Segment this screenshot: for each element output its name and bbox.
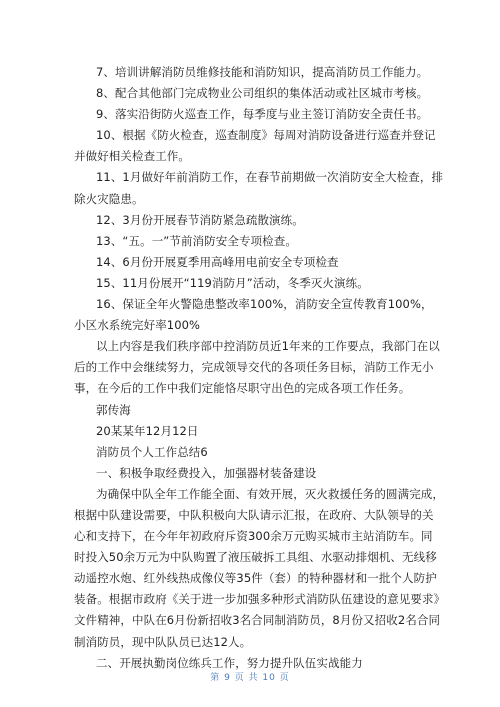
document-date: 20某某年12月12日 [96,423,199,438]
paragraph-item-15: 15、11月份展开“119消防月”活动，冬季灭火演练。 [96,275,369,290]
paragraph-item-11: 11、1月做好年前消防工作，在春节前期做一次消防安全大检查，排除火灾隐患。 [74,170,444,206]
paragraph-item-7: 7、培训讲解消防员维修技能和消防知识，提高消防员工作能力。 [96,65,429,79]
paragraph-item-13: 13、“五。一”节前消防安全专项检查。 [96,233,297,248]
summary-paragraph: 以上内容是我们秩序部中控消防员近1年来的工作要点，我部门在以后的工作中会继续努力，完成领导交代的各项任务目标，消防工作无小事，在今后的工作中我们定能恪尽职守出色的完成各项工作任务。 [74,339,440,396]
page-number-footer: 第 9 页 共 10 页 [210,673,290,683]
paragraph-item-10: 10、根据《防火检查，巡查制度》每周对消防设备进行巡查并登记并做好相关检查工作。 [74,128,436,164]
paragraph-item-14: 14、6月份开展夏季用高峰用电前安全专项检查 [96,254,339,269]
paragraph-item-12: 12、3月份开展春节消防紧急疏散演练。 [96,212,304,227]
section-heading-2: 二、开展执勤岗位练兵工作，努力提升队伍实战能力 [96,655,363,670]
section-body-1: 为确保中队全年工作能全面、有效开展，灭火救援任务的圆满完成，根据中队建设需要，中队积极向大队请示汇报，在政府、大队领导的关心和支持下，在今年年初政府斥资300余万元购买城市主站消防车。同时投入50余万元为中队购置了液压破拆工具组、水驱动排烟机、无线移动遥控水炮、红外线热成像仪等35件（套）的特种器材和一批个人防护装备。根据市政府《关于进一步加强多种形式消防队伍建设的意见要求》文件精神，中队在6月份新招收3名合同制消防员，8月份又招收2名合同制消防员，现中队队员已达12人。 [74,486,444,649]
section-title: 消防员个人工作总结6 [96,444,208,459]
document-body [74,62,444,674]
author-name: 郭传海 [96,402,131,417]
paragraph-item-8: 8、配合其他部门完成物业公司组织的集体活动或社区城市考核。 [96,86,429,101]
paragraph-item-9: 9、落实沿街防火巡查工作，每季度与业主签订消防安全责任书。 [96,107,429,122]
paragraph-item-16: 16、保证全年火警隐患整改率100%，消防安全宣传教育100%，小区水系统完好率100% [74,297,433,333]
section-heading-1: 一、积极争取经费投入，加强器材装备建设 [96,465,317,480]
